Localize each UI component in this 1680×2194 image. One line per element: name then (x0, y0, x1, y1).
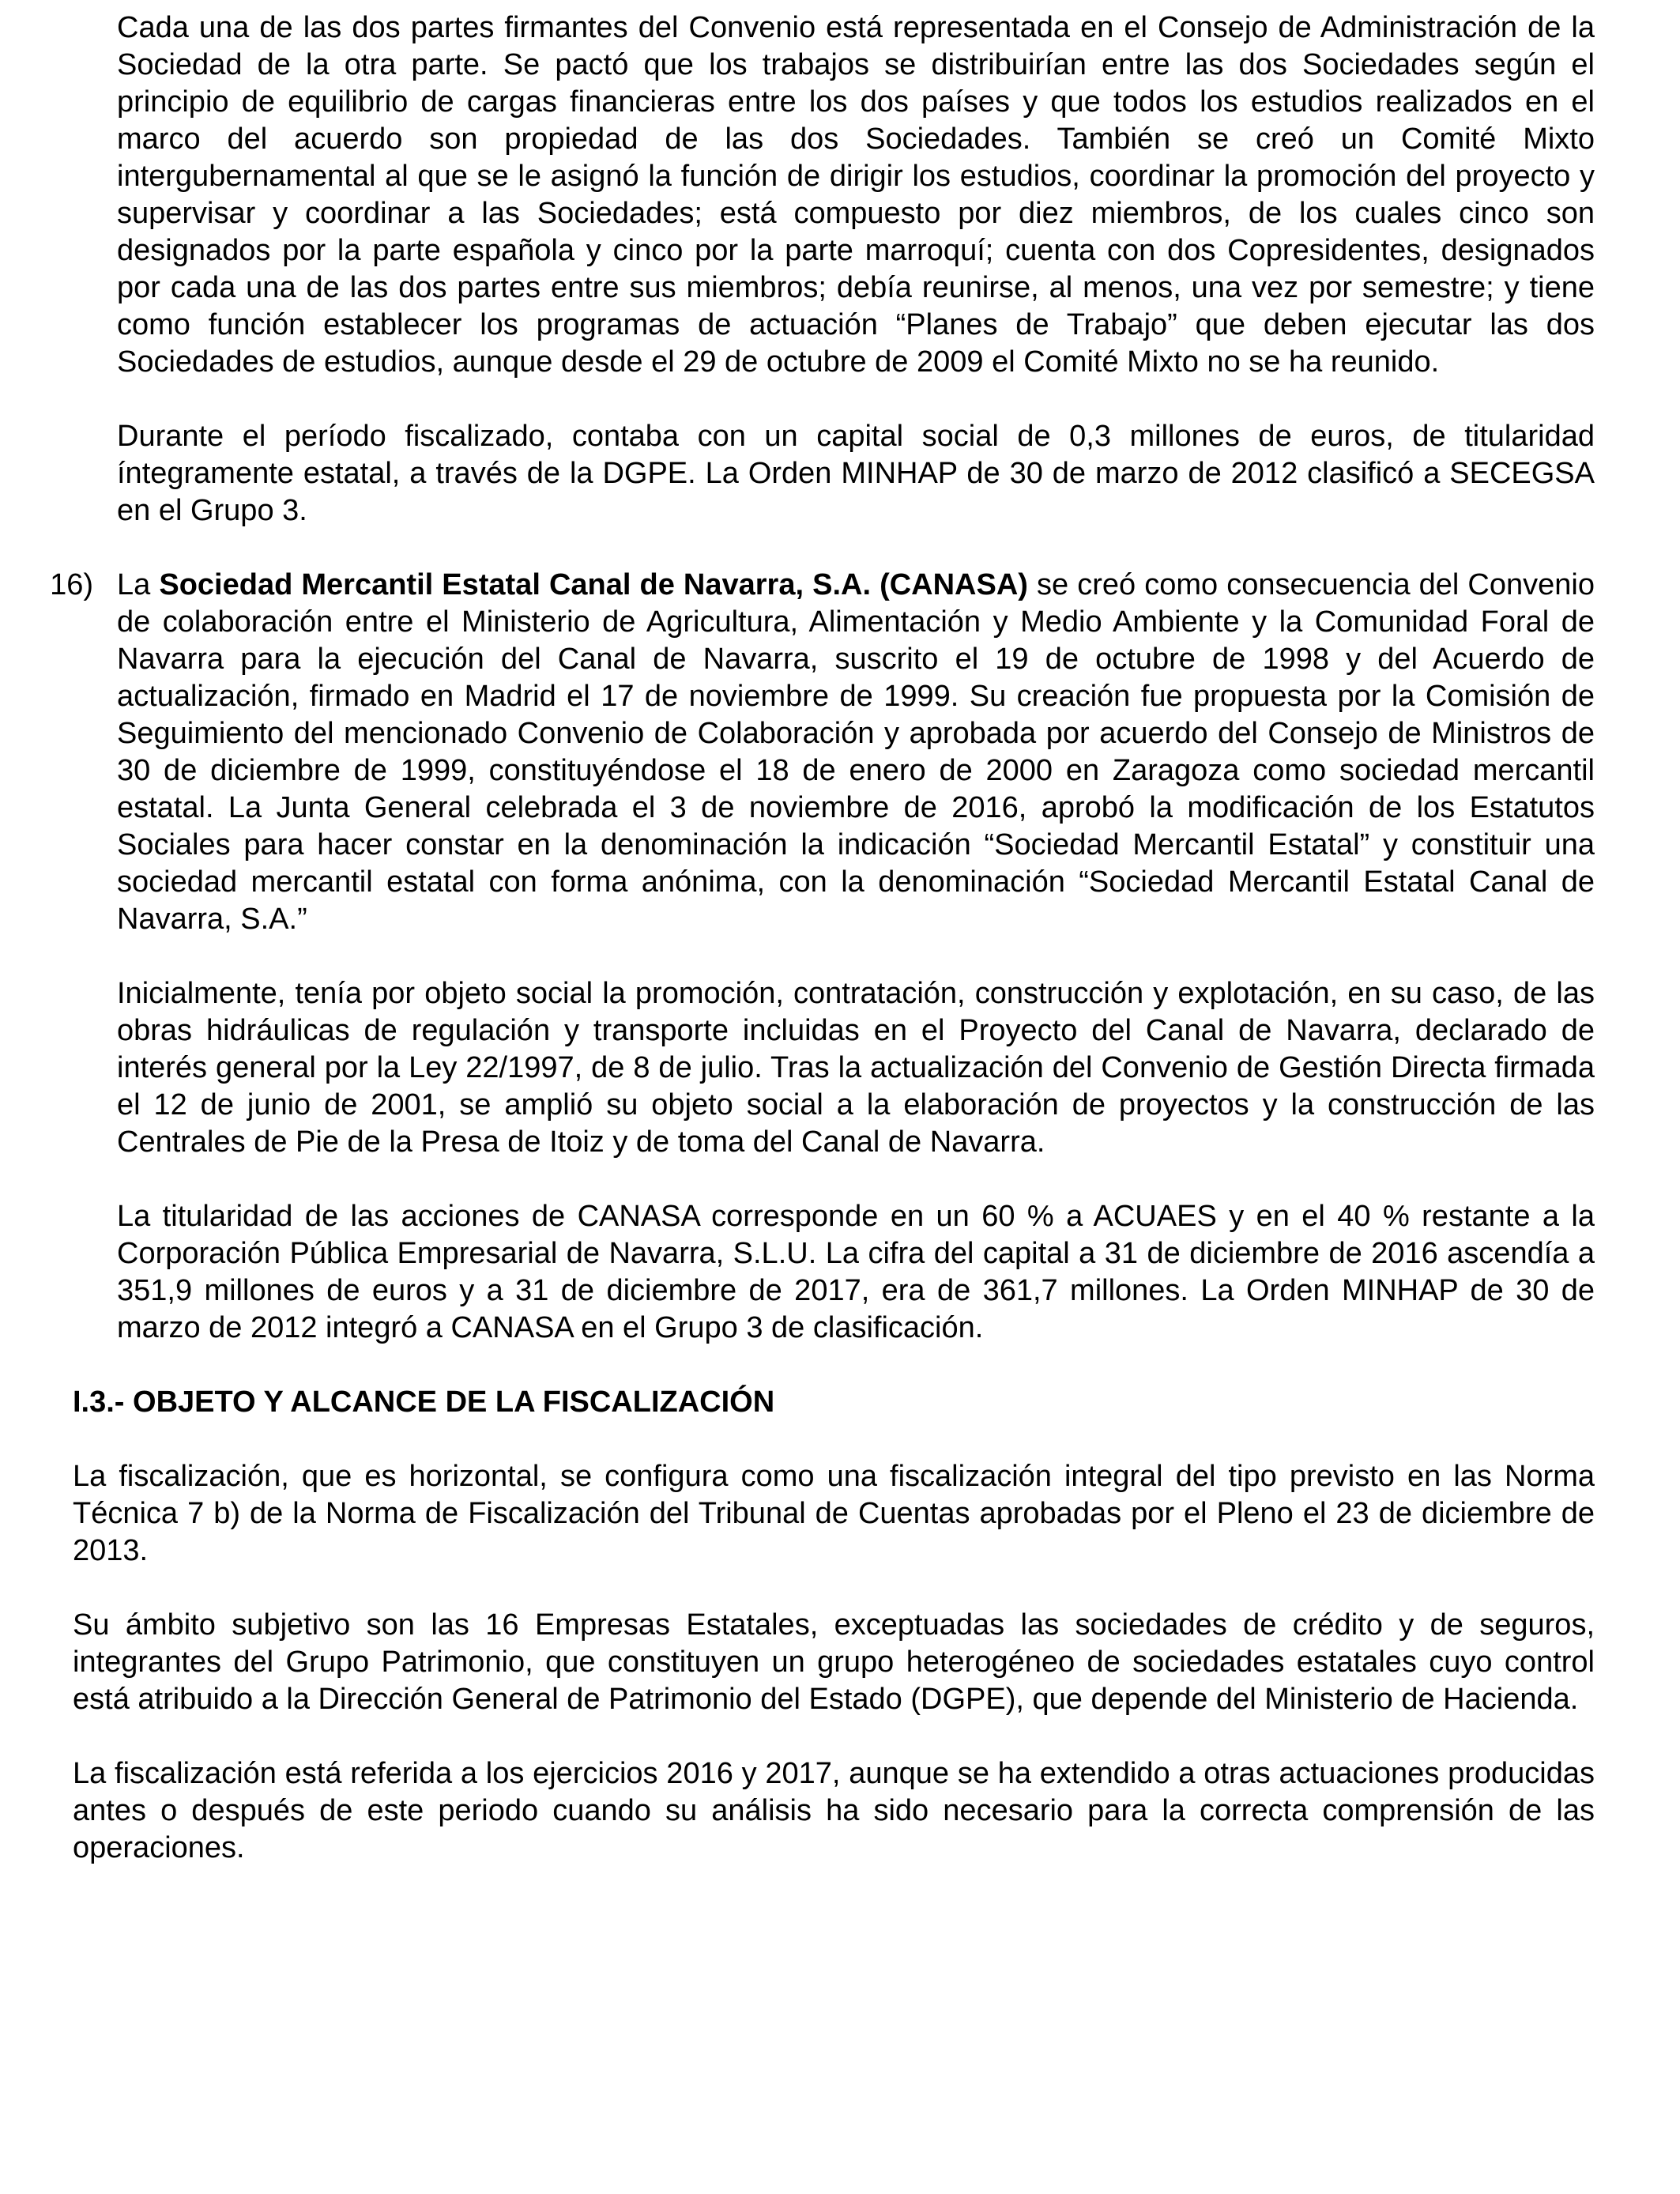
paragraph-capital-secegsa: Durante el período fiscalizado, contaba con un capital social de 0,3 millones de euros, de titularidad íntegramente estatal, a través de la DGPE. La Orden MINHAP de 30 de marzo de 2012 clasificó a SECEGSA en el Grupo 3. (117, 420, 1595, 527)
section-heading: I.3.- OBJETO Y ALCANCE DE LA FISCALIZACIÓN (73, 1385, 775, 1419)
paragraph-fiscalizacion-horizontal: La fiscalización, que es horizontal, se configura como una fiscalización integral del tipo previsto en las Norma Técnica 7 b) de la Norma de Fiscalización del Tribunal de Cuentas aprobadas por el Pleno el 23 de diciembre de 2013. (73, 1460, 1595, 1567)
list-item-number: 16) (50, 568, 93, 601)
paragraph-ambito-subjetivo: Su ámbito subjetivo son las 16 Empresas Estatales, exceptuadas las sociedades de crédito y de seguros, integrantes del Grupo Patrimonio, que constituyen un grupo heterogéneo de sociedades estatales cuyo control está atribuido a la Dirección General de Patrimonio del Estado (DGPE), que depende del Ministerio de Hacienda. (73, 1608, 1595, 1716)
paragraph-comite-mixto: Cada una de las dos partes firmantes del Convenio está representada en el Consejo de Administración de la Sociedad de la otra parte. Se pactó que los trabajos se distribuirían entre las dos Sociedades según el principio de equilibrio de cargas financieras entre los dos países y que todos los estudios realizados en el marco del acuerdo son propiedad de las dos Sociedades. También se creó un Comité Mixto intergubernamental al que se le asignó la función de dirigir los estudios, coordinar la promoción del proyecto y supervisar y coordinar a las Sociedades; está compuesto por diez miembros, de los cuales cinco son designados por la parte española y cinco por la parte marroquí; cuenta con dos Copresidentes, designados por cada una de las dos partes entre sus miembros; debía reunirse, al menos, una vez por semestre; y tiene como función establecer los programas de actuación “Planes de Trabajo” que deben ejecutar las dos Sociedades de estudios, aunque desde el 29 de octubre de 2009 el Comité Mixto no se ha reunido. (117, 11, 1595, 379)
list-item-text: se creó como consecuencia del Convenio de colaboración entre el Ministerio de Agricultura, Alimentación y Medio Ambiente y la Comunidad Foral de Navarra para la ejecución del Canal de Navarra, suscrito el 19 de octubre de 1998 y del Acuerdo de actualización, firmado en Madrid el 17 de noviembre de 1999. Su creación fue propuesta por la Comisión de Seguimiento del mencionado Convenio de Colaboración y aprobada por acuerdo del Consejo de Ministros de 30 de diciembre de 1999, constituyéndose el 18 de enero de 2000 en Zaragoza como sociedad mercantil estatal. La Junta General celebrada el 3 de noviembre de 2016, aprobó la modificación de los Estatutos Sociales para hacer constar en la denominación la indicación “Sociedad Mercantil Estatal” y constituir una sociedad mercantil estatal con forma anónima, con la denominación “Sociedad Mercantil Estatal Canal de Navarra, S.A.” (117, 568, 1595, 936)
paragraph-ejercicios: La fiscalización está referida a los ejercicios 2016 y 2017, aunque se ha extendido a otras actuaciones producidas antes o después de este periodo cuando su análisis ha sido necesario para la correcta comprensión de las operaciones. (73, 1757, 1595, 1864)
paragraph-titularidad-canasa: La titularidad de las acciones de CANASA corresponde en un 60 % a ACUAES y en el 40 % restante a la Corporación Pública Empresarial de Navarra, S.L.U. La cifra del capital a 31 de diciembre de 2016 ascendía a 351,9 millones de euros y a 31 de diciembre de 2017, era de 361,7 millones. La Orden MINHAP de 30 de marzo de 2012 integró a CANASA en el Grupo 3 de clasificación. (117, 1200, 1595, 1344)
list-item-16 (50, 567, 1595, 938)
paragraph-objeto-social: Inicialmente, tenía por objeto social la promoción, contratación, construcción y explotación, en su caso, de las obras hidráulicas de regulación y transporte incluidas en el Proyecto del Canal de Navarra, declarado de interés general por la Ley 22/1997, de 8 de julio. Tras la actualización del Convenio de Gestión Directa firmada el 12 de junio de 2001, se amplió su objeto social a la elaboración de proyectos y la construcción de las Centrales de Pie de la Presa de Itoiz y de toma del Canal de Navarra. (117, 977, 1595, 1159)
list-item-lead: La (117, 568, 151, 601)
entity-name-canasa: Sociedad Mercantil Estatal Canal de Navarra, S.A. (CANASA) (159, 568, 1028, 601)
